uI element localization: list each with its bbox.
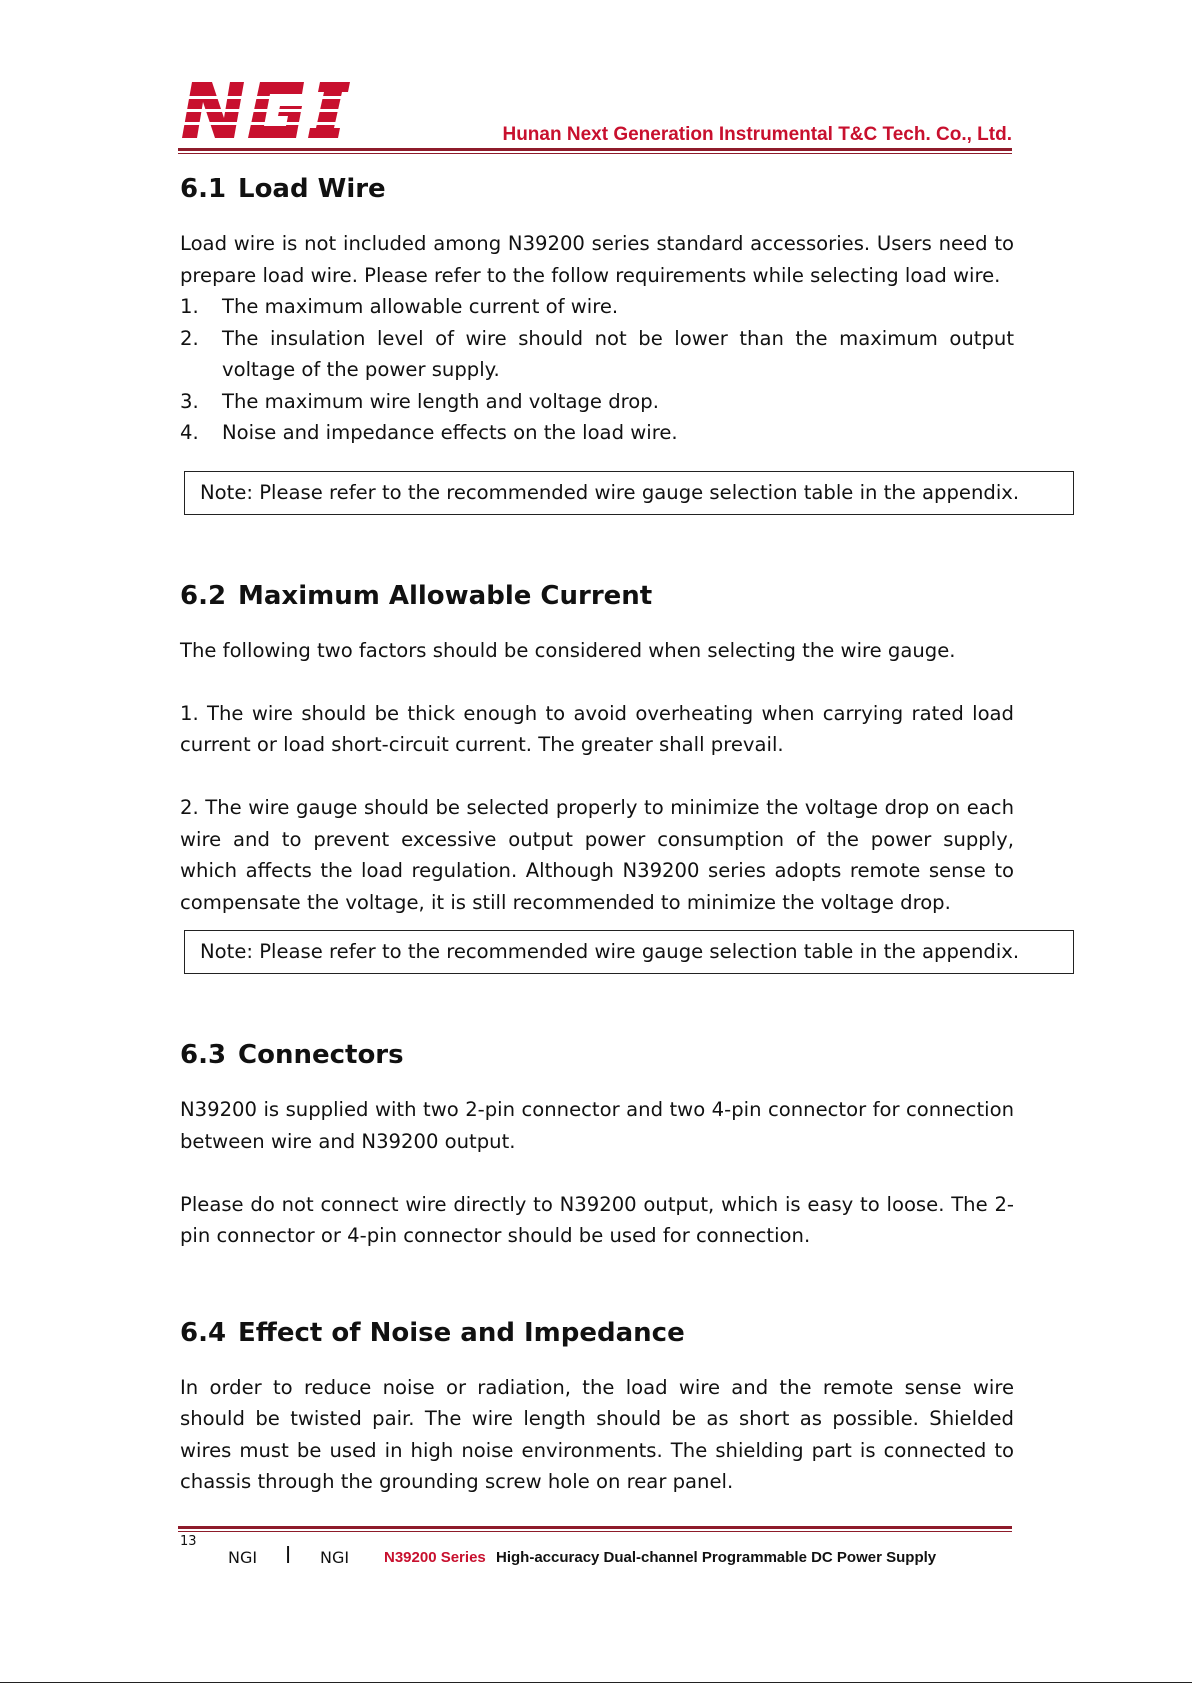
ngi-logo xyxy=(178,78,354,142)
paragraph: N39200 is supplied with two 2-pin connector and two 4-pin connector for connection between wire and N39200 output. xyxy=(180,1098,1014,1153)
list-item: 1. The maximum allowable current of wire. xyxy=(180,295,619,318)
paragraph: 2. The wire gauge should be selected properly to minimize the voltage drop on each wire and to prevent excessive output power consumption of the power supply, which affects the load regulation. Although N39200 series adopts remote sense to compensate the voltage, it is still recommended to minimize the voltage drop. xyxy=(180,796,1014,914)
section-heading: 6.2 Maximum Allowable Current xyxy=(180,580,653,611)
footer-description: High-accuracy Dual-channel Programmable DC Power Supply xyxy=(496,1549,937,1566)
paragraph: 1. The wire should be thick enough to avoid overheating when carrying rated load current or load short-circuit current. The greater shall prevail. xyxy=(180,701,1014,756)
header-rule xyxy=(178,148,1012,151)
paragraph: Please do not connect wire directly to N39200 output, which is easy to loose. The 2-pin connector or 4-pin connector should be used for connection. xyxy=(180,1192,1014,1247)
list-item: 3. The maximum wire length and voltage drop. xyxy=(180,389,659,413)
header-rule-thin xyxy=(178,153,1012,154)
section-connectors xyxy=(180,1026,1014,1252)
page-edge xyxy=(0,1682,1192,1683)
section-max-current xyxy=(180,567,1020,975)
requirements-list xyxy=(180,291,1014,449)
footer-separator: l xyxy=(285,1544,292,1569)
page-content xyxy=(180,160,1020,1540)
section-heading: 6.3 Connectors xyxy=(180,1040,404,1070)
footer-series: N39200 Series xyxy=(384,1549,486,1566)
section-heading: 6.4 Effect of Noise and Impedance xyxy=(180,1317,685,1348)
list-item: 4. Noise and impedance effects on the load wire. xyxy=(180,421,678,444)
list-item: 2. The insulation level of wire should not be lower than the maximum output voltage of the power supply. xyxy=(180,326,1014,381)
footer-rule xyxy=(178,1526,1012,1529)
footer-brand: NGI xyxy=(320,1548,350,1567)
note-box: Note: Please refer to the recommended wire gauge selection table in the appendix. xyxy=(184,471,1074,515)
section-load-wire xyxy=(180,160,1020,515)
page-number: 13 xyxy=(180,1534,197,1549)
paragraph: The following two factors should be considered when selecting the wire gauge. xyxy=(180,638,956,662)
footer-brand: NGI xyxy=(228,1548,258,1567)
footer-rule-thin xyxy=(178,1531,1012,1532)
paragraph: Load wire is not included among N39200 series standard accessories. Users need to prepare load wire. Please refer to the follow requirements while selecting load wire. xyxy=(180,232,1014,287)
section-noise-impedance xyxy=(180,1304,1014,1498)
company-name: Hunan Next Generation Instrumental T&C Tech. Co., Ltd. xyxy=(502,124,1012,145)
note-box: Note: Please refer to the recommended wire gauge selection table in the appendix. xyxy=(184,930,1074,974)
paragraph: In order to reduce noise or radiation, the load wire and the remote sense wire should be twisted pair. The wire length should be as short as possible. Shielded wires must be used in high noise environments. The shielding part is connected to chassis through the grounding screw hole on rear panel. xyxy=(180,1375,1014,1493)
page-footer xyxy=(178,1534,1012,1570)
section-heading: 6.1 Load Wire xyxy=(180,174,386,204)
